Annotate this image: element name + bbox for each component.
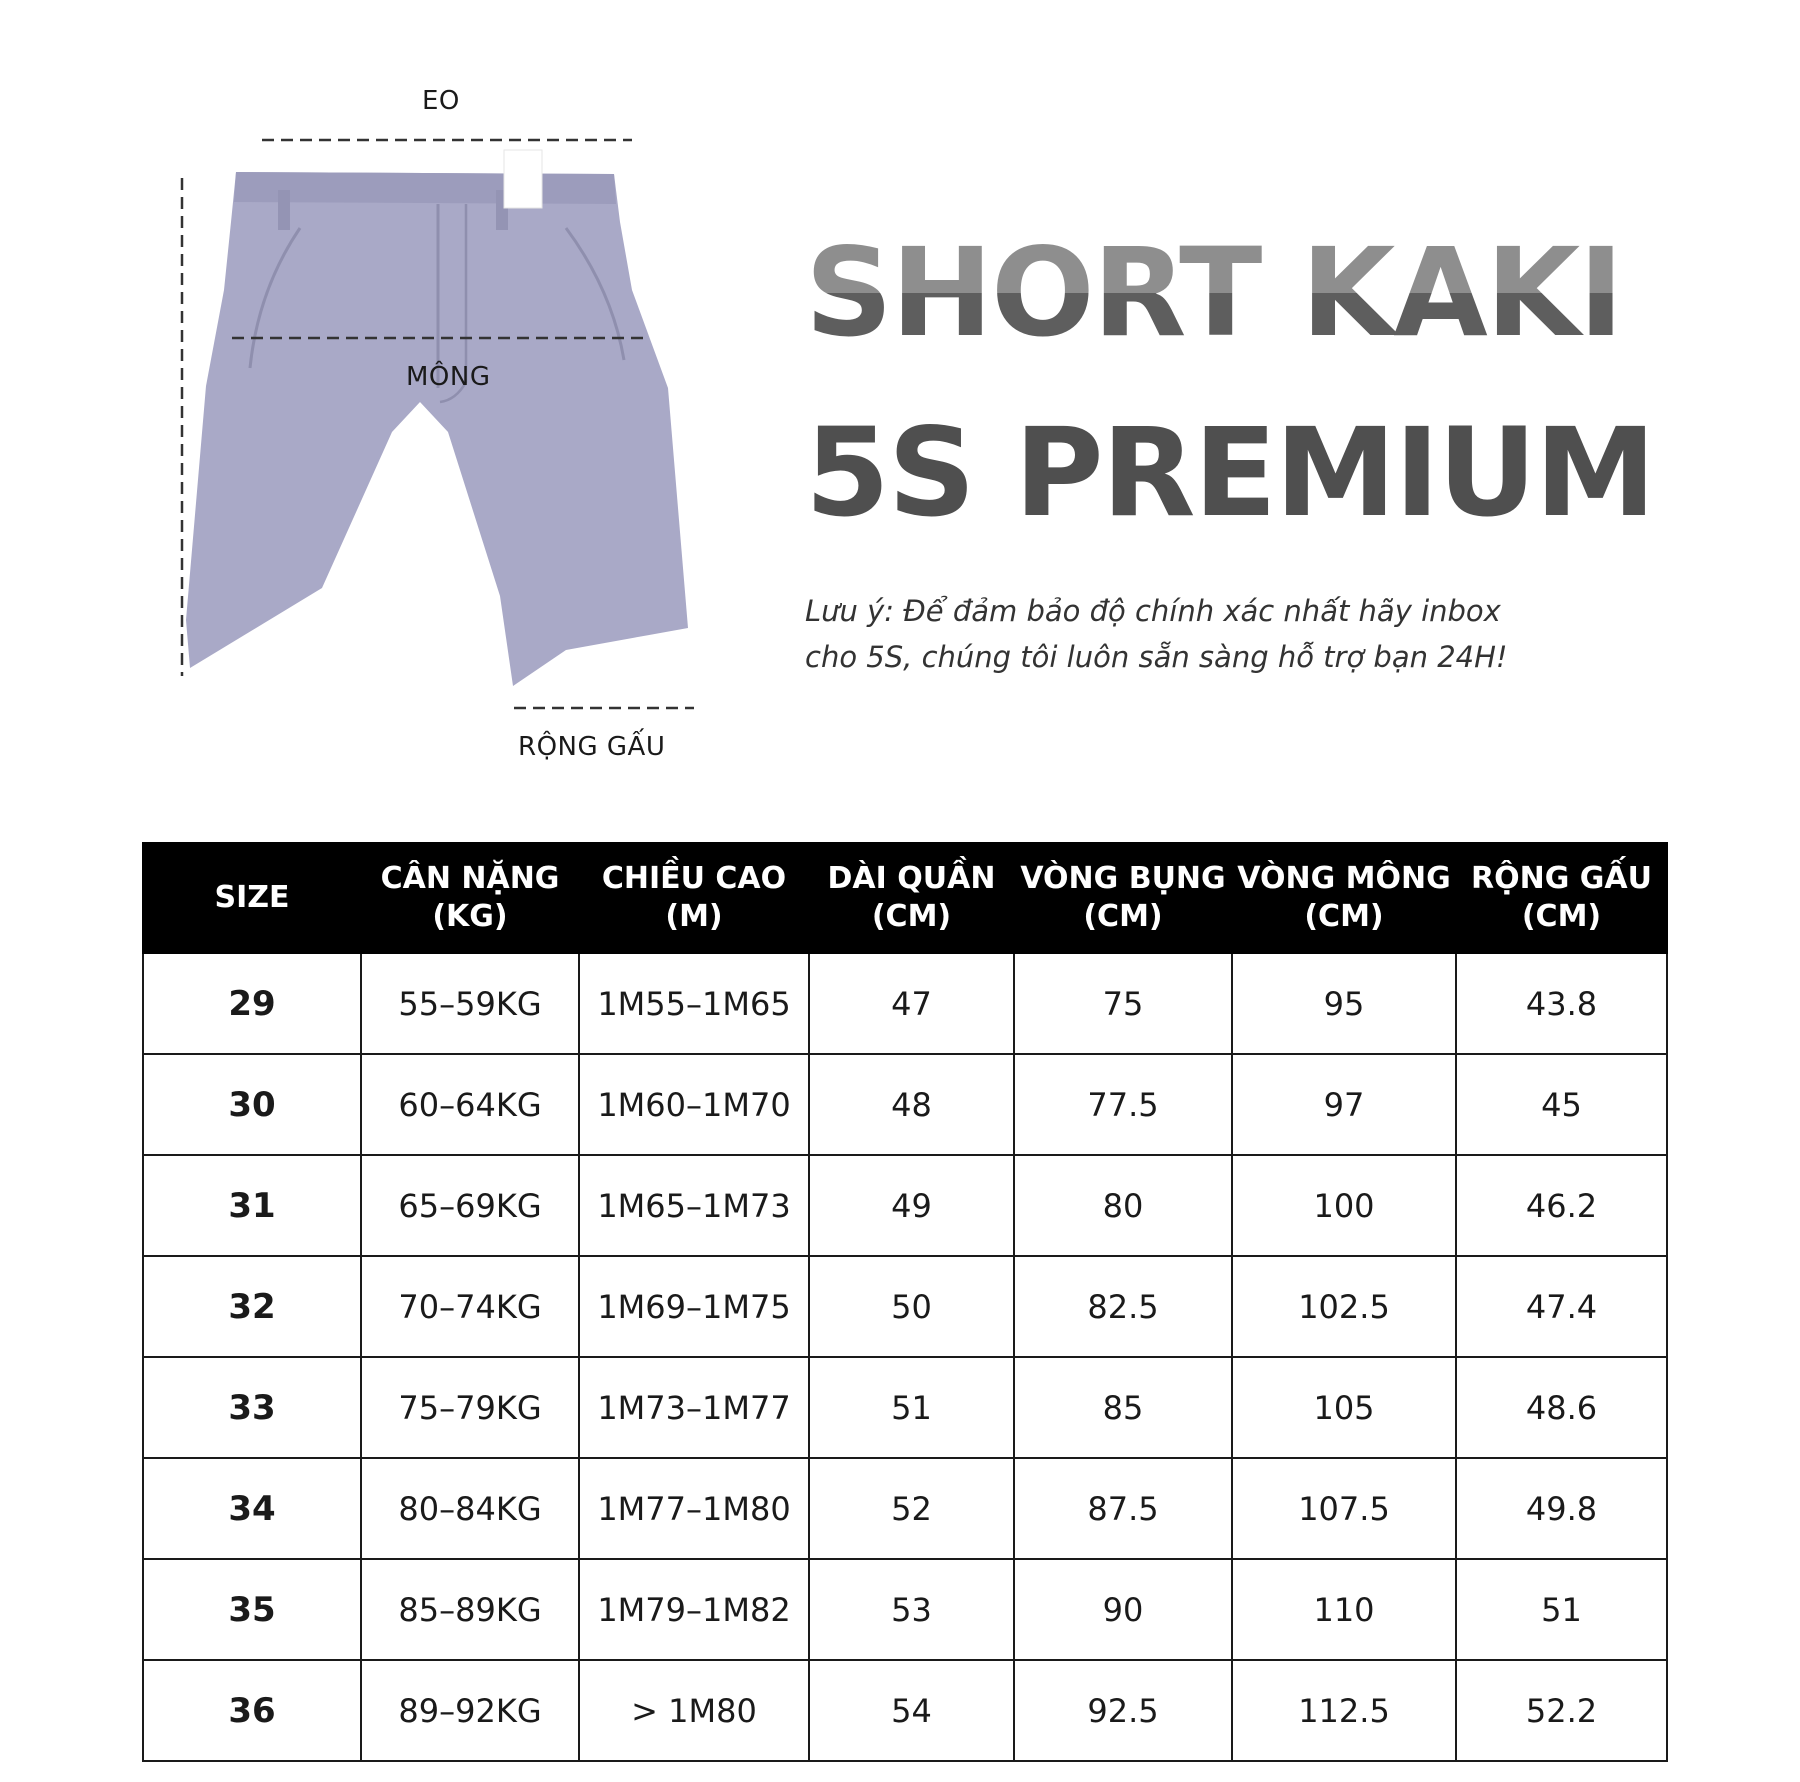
cell-height: 1M60–1M70	[579, 1054, 809, 1155]
cell-size: 36	[143, 1660, 361, 1761]
cell-size: 32	[143, 1256, 361, 1357]
cell-size: 35	[143, 1559, 361, 1660]
cell-hem: 48.6	[1456, 1357, 1667, 1458]
cell-size: 33	[143, 1357, 361, 1458]
header-waist	[1014, 843, 1232, 953]
cell-waist: 87.5	[1014, 1458, 1232, 1559]
cell-weight: 70–74KG	[361, 1256, 579, 1357]
waistband	[234, 172, 616, 204]
cell-length: 53	[809, 1559, 1014, 1660]
cell-hip: 110	[1232, 1559, 1456, 1660]
cell-weight: 89–92KG	[361, 1660, 579, 1761]
cell-hem: 47.4	[1456, 1256, 1667, 1357]
cell-length: 52	[809, 1458, 1014, 1559]
header-hip-unit: (CM)	[1304, 899, 1384, 934]
cell-weight: 75–79KG	[361, 1357, 579, 1458]
cell-hem: 46.2	[1456, 1155, 1667, 1256]
table-row	[143, 1559, 1667, 1660]
cell-weight: 85–89KG	[361, 1559, 579, 1660]
header-size	[143, 843, 361, 953]
table-row	[143, 953, 1667, 1054]
size-table	[142, 842, 1668, 1762]
header-size-label: SIZE	[214, 880, 290, 915]
cell-hem: 51	[1456, 1559, 1667, 1660]
header-length	[809, 843, 1014, 953]
hip-label: MÔNG	[406, 362, 491, 392]
cell-waist: 85	[1014, 1357, 1232, 1458]
cell-waist: 77.5	[1014, 1054, 1232, 1155]
header-waist-label: VÒNG BỤNG	[1020, 861, 1226, 896]
cell-hip: 102.5	[1232, 1256, 1456, 1357]
header-hem-unit: (CM)	[1521, 899, 1602, 934]
cell-weight: 80–84KG	[361, 1458, 579, 1559]
table-row	[143, 1458, 1667, 1559]
cell-hip: 112.5	[1232, 1660, 1456, 1761]
title-line-2: 5S PREMIUM	[805, 402, 1655, 544]
cell-size: 34	[143, 1458, 361, 1559]
cell-hem: 52.2	[1456, 1660, 1667, 1761]
cell-hip: 107.5	[1232, 1458, 1456, 1559]
cell-length: 54	[809, 1660, 1014, 1761]
tag	[504, 150, 542, 208]
table-row	[143, 1155, 1667, 1256]
cell-height: 1M55–1M65	[579, 953, 809, 1054]
header-hip-label: VÒNG MÔNG	[1237, 861, 1451, 896]
cell-height: 1M73–1M77	[579, 1357, 809, 1458]
header-hem-label: RỘNG GẤU	[1471, 861, 1652, 896]
note	[805, 588, 1625, 680]
header-waist-unit: (CM)	[1083, 899, 1163, 934]
cell-waist: 82.5	[1014, 1256, 1232, 1357]
header-height-unit: (M)	[665, 899, 723, 934]
note-line-1: Lưu ý: Để đảm bảo độ chính xác nhất hãy inbox	[805, 594, 1501, 628]
cell-hip: 100	[1232, 1155, 1456, 1256]
cell-size: 31	[143, 1155, 361, 1256]
belt-loop	[278, 190, 290, 230]
waist-label: EO	[422, 86, 460, 116]
note-line-2: cho 5S, chúng tôi luôn sẵn sàng hỗ trợ bạn 24H!	[805, 640, 1508, 674]
shorts-illustration	[0, 0, 760, 800]
cell-waist: 80	[1014, 1155, 1232, 1256]
header-height	[579, 843, 809, 953]
hem-label: RỘNG GẤU	[518, 732, 666, 762]
cell-size: 30	[143, 1054, 361, 1155]
header-hem	[1456, 843, 1667, 953]
title-line-1: SHORT KAKI	[805, 222, 1622, 364]
cell-hip: 105	[1232, 1357, 1456, 1458]
table-row	[143, 1054, 1667, 1155]
cell-waist: 90	[1014, 1559, 1232, 1660]
cell-hip: 95	[1232, 953, 1456, 1054]
cell-hem: 45	[1456, 1054, 1667, 1155]
cell-length: 49	[809, 1155, 1014, 1256]
cell-hem: 43.8	[1456, 953, 1667, 1054]
cell-hem: 49.8	[1456, 1458, 1667, 1559]
cell-waist: 75	[1014, 953, 1232, 1054]
cell-height: > 1M80	[579, 1660, 809, 1761]
cell-height: 1M77–1M80	[579, 1458, 809, 1559]
cell-length: 51	[809, 1357, 1014, 1458]
cell-weight: 60–64KG	[361, 1054, 579, 1155]
cell-waist: 92.5	[1014, 1660, 1232, 1761]
header-height-label: CHIỀU CAO	[601, 861, 787, 896]
header-weight-unit: (KG)	[432, 899, 508, 934]
header-length-unit: (CM)	[871, 899, 952, 934]
table-body	[143, 953, 1667, 1761]
cell-length: 50	[809, 1256, 1014, 1357]
table-row	[143, 1256, 1667, 1357]
header-hip	[1232, 843, 1456, 953]
cell-weight: 55–59KG	[361, 953, 579, 1054]
cell-length: 47	[809, 953, 1014, 1054]
header-length-label: DÀI QUẦN	[827, 861, 996, 896]
table-row	[143, 1660, 1667, 1761]
cell-height: 1M65–1M73	[579, 1155, 809, 1256]
cell-height: 1M69–1M75	[579, 1256, 809, 1357]
header-weight	[361, 843, 579, 953]
header-row	[143, 843, 1667, 953]
cell-weight: 65–69KG	[361, 1155, 579, 1256]
table-row	[143, 1357, 1667, 1458]
cell-height: 1M79–1M82	[579, 1559, 809, 1660]
header-weight-label: CÂN NẶNG	[380, 861, 560, 896]
cell-length: 48	[809, 1054, 1014, 1155]
cell-size: 29	[143, 953, 361, 1054]
cell-hip: 97	[1232, 1054, 1456, 1155]
